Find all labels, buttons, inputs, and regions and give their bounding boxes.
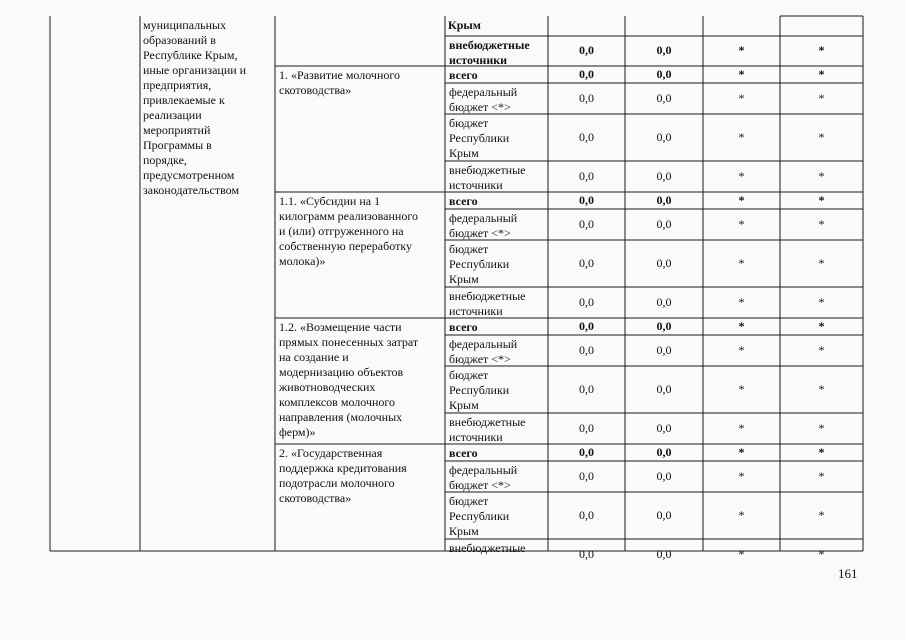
source-label-1-3: бюджет Республики Крым bbox=[449, 116, 510, 160]
row-4-3-value-2: 0,0 bbox=[656, 507, 672, 522]
measure-title-4: 2. «Государственная поддержка кредитования подотрасли молочного скотоводства» bbox=[279, 446, 407, 505]
row-1-4-value-2: 0,0 bbox=[656, 168, 672, 183]
row-2-3-value-2: 0,0 bbox=[656, 255, 672, 270]
row-2-3-value-4: * bbox=[818, 255, 825, 270]
source-label-1-4: внебюджетные источники bbox=[449, 163, 526, 192]
top-fragment-source: внебюджетные источники bbox=[449, 38, 530, 67]
row-1-2-value-4: * bbox=[818, 90, 825, 105]
row-1-3-value-1: 0,0 bbox=[579, 129, 594, 144]
row-4-2-value-2: 0,0 bbox=[656, 468, 672, 483]
row-4-2-value-1: 0,0 bbox=[579, 468, 594, 483]
row-3-4-value-3: * bbox=[738, 420, 745, 435]
row-3-4-value-1: 0,0 bbox=[579, 420, 594, 435]
row-4-1-value-4: * bbox=[818, 444, 825, 459]
row-2-2-value-1: 0,0 bbox=[579, 216, 594, 231]
row-1-2-value-1: 0,0 bbox=[579, 90, 594, 105]
row-1-4-value-3: * bbox=[738, 168, 745, 183]
row-1-3-value-3: * bbox=[738, 129, 745, 144]
row-2-3-value-3: * bbox=[738, 255, 745, 270]
row-4-4-value-2: 0,0 bbox=[656, 546, 672, 561]
row-2-1-value-4: * bbox=[818, 192, 825, 207]
row-3-3-value-2: 0,0 bbox=[656, 381, 672, 396]
row-3-2-value-2: 0,0 bbox=[656, 342, 672, 357]
page-number: 161 bbox=[838, 566, 858, 581]
row-2-2-value-3: * bbox=[738, 216, 745, 231]
row-4-1-value-2: 0,0 bbox=[656, 444, 672, 459]
row-2-1-value-3: * bbox=[738, 192, 745, 207]
row-1-2-value-3: * bbox=[738, 90, 745, 105]
row-1-1-value-4: * bbox=[818, 66, 825, 81]
row-3-3-value-3: * bbox=[738, 381, 745, 396]
row-4-1-value-1: 0,0 bbox=[579, 444, 594, 459]
row-1-1-value-1: 0,0 bbox=[579, 66, 594, 81]
source-label-3-2: федеральный бюджет <*> bbox=[449, 337, 518, 366]
row-3-3-value-4: * bbox=[818, 381, 825, 396]
source-label-2-1: всего bbox=[449, 194, 478, 208]
row-2-2-value-4: * bbox=[818, 216, 825, 231]
row-1-2-value-2: 0,0 bbox=[656, 90, 672, 105]
row-4-3-value-3: * bbox=[738, 507, 745, 522]
row-2-2-value-2: 0,0 bbox=[656, 216, 672, 231]
source-label-4-4: внебюджетные bbox=[449, 541, 526, 555]
row-3-4-value-2: 0,0 bbox=[656, 420, 672, 435]
row-2-4-value-3: * bbox=[738, 294, 745, 309]
source-label-3-4: внебюджетные источники bbox=[449, 415, 526, 444]
row-4-2-value-3: * bbox=[738, 468, 745, 483]
source-label-3-3: бюджет Республики Крым bbox=[449, 368, 510, 412]
row-3-2-value-1: 0,0 bbox=[579, 342, 594, 357]
row-2-1-value-2: 0,0 bbox=[656, 192, 672, 207]
row-2-4-value-4: * bbox=[818, 294, 825, 309]
row-3-4-value-4: * bbox=[818, 420, 825, 435]
row-1-1-value-3: * bbox=[738, 66, 745, 81]
row-3-2-value-4: * bbox=[818, 342, 825, 357]
row-3-1-value-2: 0,0 bbox=[656, 318, 672, 333]
measure-title-3: 1.2. «Возмещение части прямых понесенных затрат на создание и модернизацию объектов животноводческих комплексов молочного направления (молочных ферм)» bbox=[279, 320, 419, 439]
row-3-1-value-1: 0,0 bbox=[579, 318, 594, 333]
row-3-3-value-1: 0,0 bbox=[579, 381, 594, 396]
row-1-4-value-1: 0,0 bbox=[579, 168, 594, 183]
source-label-1-1: всего bbox=[449, 68, 478, 82]
participant-text: муниципальных образований в Республике Крым, иные организации и предприятия, привлекаемые к реализации мероприятий Программы в порядке, предусмотренном законодательством bbox=[143, 18, 247, 197]
source-label-4-1: всего bbox=[449, 446, 478, 460]
source-label-3-1: всего bbox=[449, 320, 478, 334]
row-2-4-value-1: 0,0 bbox=[579, 294, 594, 309]
row-4-3-value-1: 0,0 bbox=[579, 507, 594, 522]
row-4-1-value-3: * bbox=[738, 444, 745, 459]
source-label-1-2: федеральный бюджет <*> bbox=[449, 85, 518, 114]
top-fragment-value-1: 0,0 bbox=[579, 43, 594, 57]
row-1-3-value-4: * bbox=[818, 129, 825, 144]
row-4-4-value-4: * bbox=[818, 546, 825, 561]
row-3-1-value-3: * bbox=[738, 318, 745, 333]
row-2-4-value-2: 0,0 bbox=[656, 294, 672, 309]
row-4-2-value-4: * bbox=[818, 468, 825, 483]
row-4-4-value-3: * bbox=[738, 546, 745, 561]
source-label-2-2: федеральный бюджет <*> bbox=[449, 211, 518, 240]
row-3-2-value-3: * bbox=[738, 342, 745, 357]
source-label-top: Крым bbox=[448, 18, 481, 32]
row-3-1-value-4: * bbox=[818, 318, 825, 333]
top-fragment-value-4: * bbox=[818, 43, 825, 57]
row-1-4-value-4: * bbox=[818, 168, 825, 183]
top-fragment-value-3: * bbox=[738, 43, 745, 57]
source-label-4-3: бюджет Республики Крым bbox=[449, 494, 510, 538]
row-2-3-value-1: 0,0 bbox=[579, 255, 594, 270]
row-1-3-value-2: 0,0 bbox=[656, 129, 672, 144]
row-4-4-value-1: 0,0 bbox=[579, 546, 594, 561]
source-label-4-2: федеральный бюджет <*> bbox=[449, 463, 518, 492]
measure-title-1: 1. «Развитие молочного скотоводства» bbox=[279, 68, 401, 97]
row-4-3-value-4: * bbox=[818, 507, 825, 522]
row-1-1-value-2: 0,0 bbox=[656, 66, 672, 81]
top-fragment-value-2: 0,0 bbox=[656, 43, 672, 57]
source-label-2-4: внебюджетные источники bbox=[449, 289, 526, 318]
source-label-2-3: бюджет Республики Крым bbox=[449, 242, 510, 286]
measure-title-2: 1.1. «Субсидии на 1 килограмм реализованного и (или) отгруженного на собственную переработку молока)» bbox=[279, 194, 418, 268]
row-2-1-value-1: 0,0 bbox=[579, 192, 594, 207]
